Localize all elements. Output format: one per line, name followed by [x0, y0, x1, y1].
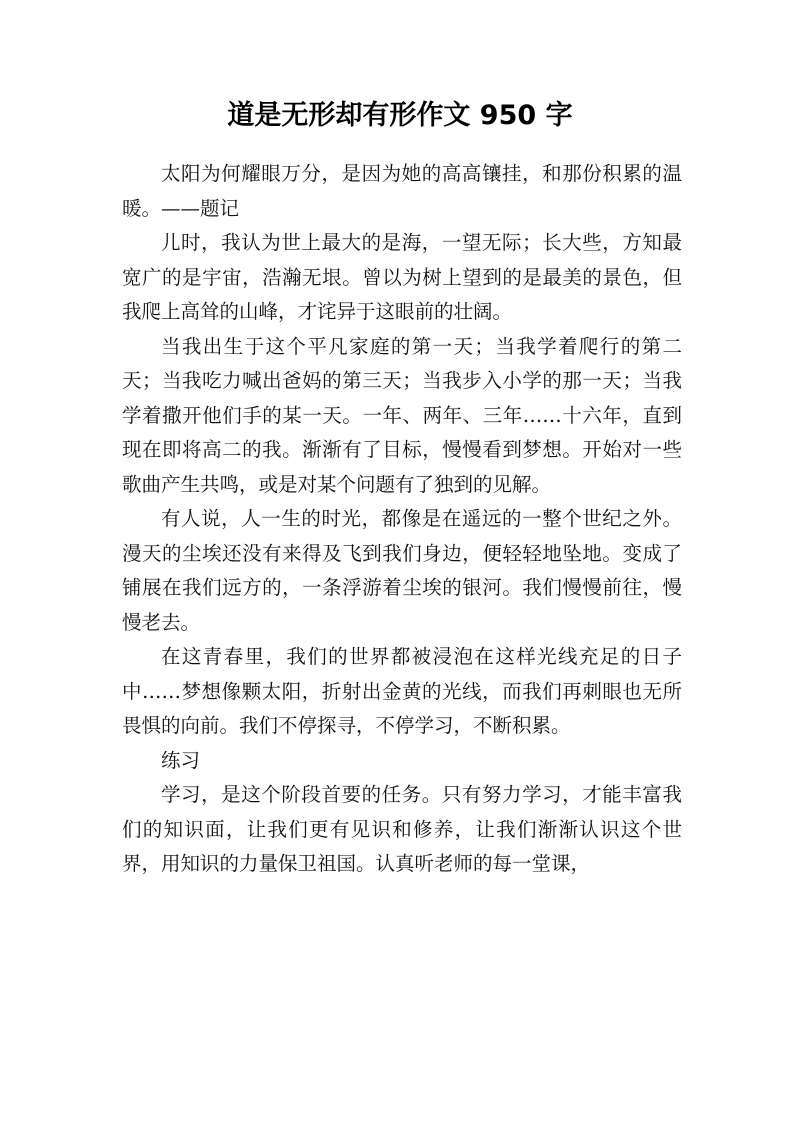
paragraph-epigraph: 太阳为何耀眼万分，是因为她的高高镶挂，和那份积累的温暖。——题记: [122, 162, 682, 220]
article-body: [122, 157, 682, 882]
paragraph-growing-up: 当我出生于这个平凡家庭的第一天；当我学着爬行的第二天；当我吃力喊出爸妈的第三天；当我步入小学的那一天；当我学着撒开他们手的某一天。一年、两年、三年……十六年，直到现在即将高二的我。渐渐有了目标，慢慢看到梦想。开始对一些歌曲产生共鸣，或是对某个问题有了独到的见解。: [122, 334, 682, 496]
paragraph-childhood: 儿时，我认为世上最大的是海，一望无际；长大些，方知最宽广的是宇宙，浩瀚无垠。曾以为树上望到的是最美的景色，但我爬上高耸的山峰，才诧异于这眼前的壮阔。: [122, 231, 682, 323]
paragraph-study: 学习，是这个阶段首要的任务。只有努力学习，才能丰富我们的知识面，让我们更有见识和修养，让我们渐渐认识这个世界，用知识的力量保卫祖国。认真听老师的每一堂课，: [122, 783, 682, 875]
paragraph-youth: 在这青春里，我们的世界都被浸泡在这样光线充足的日子中……梦想像颗太阳，折射出金黄的光线，而我们再刺眼也无所畏惧的向前。我们不停探寻，不停学习，不断积累。: [122, 645, 682, 737]
page-title: 道是无形却有形作文 950 字: [227, 100, 573, 131]
section-heading-practice: 练习: [161, 748, 201, 772]
paragraph-time: 有人说，人一生的时光，都像是在遥远的一整个世纪之外。漫天的尘埃还没有来得及飞到我们身边，便轻轻地坠地。变成了铺展在我们远方的，一条浮游着尘埃的银河。我们慢慢前往，慢慢老去。: [122, 507, 682, 634]
